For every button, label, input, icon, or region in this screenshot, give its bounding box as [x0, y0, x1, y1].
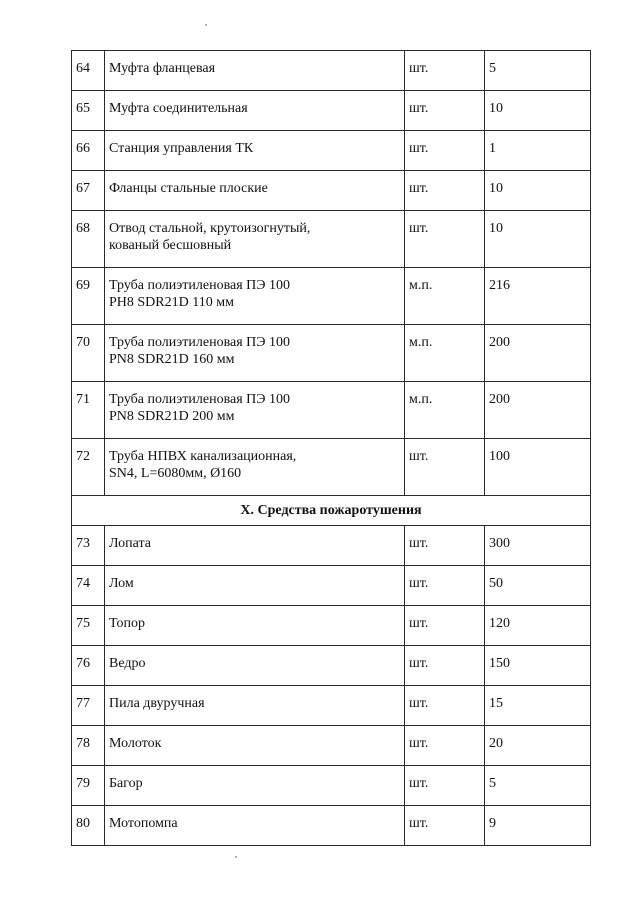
section-header-row [72, 496, 591, 526]
section-title: X. Средства пожаротушения [72, 496, 591, 526]
item-unit: шт. [405, 91, 485, 131]
table-row [72, 51, 591, 91]
item-quantity: 10 [485, 171, 591, 211]
table-row [72, 806, 591, 846]
item-name: Станция управления ТК [105, 131, 405, 171]
item-name: Лопата [105, 526, 405, 566]
item-name: Мотопомпа [105, 806, 405, 846]
item-unit: шт. [405, 211, 485, 268]
row-number: 70 [72, 325, 105, 382]
item-name-line: Труба НПВХ канализационная, [109, 449, 297, 464]
item-name: Топор [105, 606, 405, 646]
item-unit: шт. [405, 439, 485, 496]
item-name-line: Труба полиэтиленовая ПЭ 100 [109, 278, 291, 293]
item-unit: шт. [405, 806, 485, 846]
item-name-line: Труба полиэтиленовая ПЭ 100 [109, 392, 291, 407]
table-row [72, 526, 591, 566]
item-unit: шт. [405, 766, 485, 806]
item-unit: шт. [405, 606, 485, 646]
table-row [72, 131, 591, 171]
item-quantity: 216 [485, 268, 591, 325]
item-name [105, 268, 405, 325]
item-unit: шт. [405, 646, 485, 686]
item-quantity: 100 [485, 439, 591, 496]
item-quantity: 1 [485, 131, 591, 171]
item-name: Ведро [105, 646, 405, 686]
item-name [105, 439, 405, 496]
item-quantity: 120 [485, 606, 591, 646]
item-name: Муфта соединительная [105, 91, 405, 131]
item-unit: м.п. [405, 325, 485, 382]
item-quantity: 150 [485, 646, 591, 686]
item-name-line: PH8 SDR21D 110 мм [109, 295, 234, 310]
item-quantity: 20 [485, 726, 591, 766]
item-name [105, 382, 405, 439]
item-quantity: 200 [485, 382, 591, 439]
table-row [72, 382, 591, 439]
table-row [72, 91, 591, 131]
item-name: Багор [105, 766, 405, 806]
table-row [72, 686, 591, 726]
table-row [72, 325, 591, 382]
item-unit: м.п. [405, 382, 485, 439]
item-name: Фланцы стальные плоские [105, 171, 405, 211]
item-name-line: PN8 SDR21D 200 мм [109, 409, 235, 424]
row-number: 78 [72, 726, 105, 766]
table-row [72, 439, 591, 496]
item-quantity: 10 [485, 91, 591, 131]
row-number: 69 [72, 268, 105, 325]
row-number: 71 [72, 382, 105, 439]
row-number: 73 [72, 526, 105, 566]
row-number: 66 [72, 131, 105, 171]
table-row [72, 606, 591, 646]
row-number: 74 [72, 566, 105, 606]
item-unit: шт. [405, 726, 485, 766]
item-quantity: 200 [485, 325, 591, 382]
item-quantity: 300 [485, 526, 591, 566]
item-quantity: 5 [485, 766, 591, 806]
item-name-line: SN4, L=6080мм, Ø160 [109, 466, 242, 481]
table-row [72, 646, 591, 686]
row-number: 72 [72, 439, 105, 496]
item-quantity: 50 [485, 566, 591, 606]
item-unit: шт. [405, 131, 485, 171]
item-quantity: 10 [485, 211, 591, 268]
item-name-line: Отвод стальной, крутоизогнутый, [109, 221, 311, 236]
table-row [72, 766, 591, 806]
row-number: 80 [72, 806, 105, 846]
item-unit: шт. [405, 686, 485, 726]
row-number: 68 [72, 211, 105, 268]
item-unit: шт. [405, 51, 485, 91]
table-row [72, 211, 591, 268]
item-quantity: 5 [485, 51, 591, 91]
table-row [72, 566, 591, 606]
table-row [72, 726, 591, 766]
item-name [105, 211, 405, 268]
item-name: Молоток [105, 726, 405, 766]
table-row [72, 268, 591, 325]
item-name-line: Труба полиэтиленовая ПЭ 100 [109, 335, 291, 350]
item-name: Лом [105, 566, 405, 606]
item-name-line: кованый бесшовный [109, 238, 232, 253]
item-name: Пила двуручная [105, 686, 405, 726]
item-name [105, 325, 405, 382]
row-number: 65 [72, 91, 105, 131]
materials-table [71, 50, 591, 846]
item-name-line: PN8 SDR21D 160 мм [109, 352, 235, 367]
table-row [72, 171, 591, 211]
item-quantity: 9 [485, 806, 591, 846]
item-unit: шт. [405, 171, 485, 211]
row-number: 75 [72, 606, 105, 646]
scan-speck [205, 24, 207, 26]
scan-speck [235, 856, 237, 858]
item-unit: шт. [405, 566, 485, 606]
row-number: 76 [72, 646, 105, 686]
item-unit: шт. [405, 526, 485, 566]
item-name: Муфта фланцевая [105, 51, 405, 91]
item-unit: м.п. [405, 268, 485, 325]
item-quantity: 15 [485, 686, 591, 726]
row-number: 79 [72, 766, 105, 806]
row-number: 77 [72, 686, 105, 726]
row-number: 64 [72, 51, 105, 91]
row-number: 67 [72, 171, 105, 211]
